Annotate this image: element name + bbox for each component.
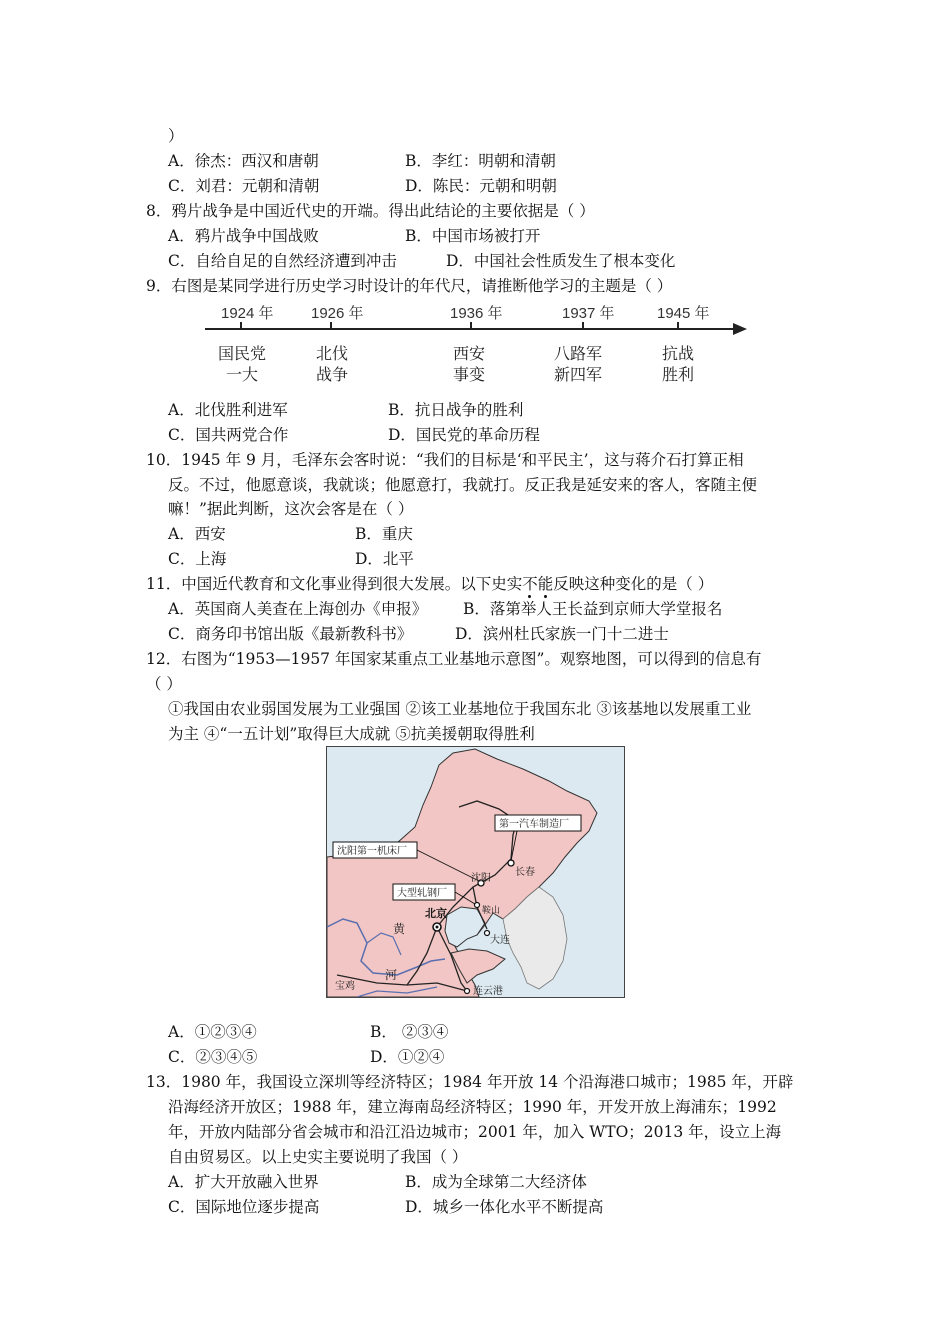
q7-option-d: D．陈民：元朝和明朝: [405, 177, 557, 195]
q13-line-3: 年，开放内陆部分省会城市和沿江沿边城市；2001 年，加入 WTO；2013 年，设立上海: [168, 1123, 782, 1141]
timeline-year-1926: 1926 年: [311, 305, 364, 322]
q13-line-1: 13．1980 年，我国设立深圳等经济特区；1984 年开放 14 个沿海港口城市；1985 年，开辟: [146, 1073, 794, 1091]
q12-line-2: （ ）: [146, 675, 182, 693]
map-label-lianyungang: 连云港: [473, 986, 503, 997]
q10-option-c: C．上海: [168, 550, 227, 568]
q7-option-b: B．李红：明朝和清朝: [405, 152, 556, 170]
timeline-figure: [205, 300, 750, 390]
timeline-event-eighth-route-army: [543, 344, 613, 386]
map-label-anshan: 鞍山: [482, 905, 501, 915]
q11-stem: [146, 573, 713, 595]
map-label-faw: 第一汽车制造厂: [499, 819, 569, 830]
q12-option-c: C．②③④⑤: [168, 1048, 258, 1066]
q12-line-4: 为主 ④“一五计划”取得巨大成就 ⑤抗美援朝取得胜利: [168, 725, 535, 743]
q13-line-2: 沿海经济开放区；1988 年，建立海南岛经济特区；1990 年，开发开放上海浦东；1992: [168, 1098, 777, 1116]
timeline-tick: [677, 322, 679, 330]
q10-line-3: 嘛！”据此判断，这次会客是在（ ）: [168, 500, 414, 518]
event-line: 北伐: [315, 346, 348, 363]
q13-option-d: D．城乡一体化水平不断提高: [405, 1198, 604, 1216]
map-label-beijing: 北京: [425, 908, 447, 920]
event-line: 新四军: [553, 367, 602, 384]
q13-option-b: B．成为全球第二大经济体: [405, 1173, 587, 1191]
q12-line-3: ①我国由农业弱国发展为工业强国 ②该工业基地位于我国东北 ③该基地以发展重工业: [168, 700, 752, 718]
q12-option-a: A．①②③④: [168, 1023, 257, 1041]
q11-option-a: A．英国商人美查在上海创办《申报》: [168, 600, 428, 618]
q10-option-b: B．重庆: [355, 525, 413, 543]
industrial-base-map: [326, 746, 625, 998]
timeline-event-xian-incident: [434, 344, 504, 386]
city-lianyungang-marker: [465, 989, 470, 994]
map-label-he: 河: [385, 968, 398, 982]
timeline-year-1924: 1924 年: [221, 305, 274, 322]
q9-stem: 9．右图是某同学进行历史学习时设计的年代尺，请推断他学习的主题是（ ）: [146, 277, 673, 295]
q9-option-a: A．北伐胜利进军: [168, 401, 288, 419]
map-label-shenyang: 沈阳: [471, 873, 491, 884]
timeline-arrow-icon: [733, 323, 747, 335]
city-anshan-marker: [475, 903, 480, 908]
q13-option-a: A．扩大开放融入世界: [168, 1173, 319, 1191]
city-beijing-dot: [436, 926, 439, 929]
event-line: 抗战: [661, 346, 694, 363]
q10-line-2: 反。不过，他愿意谈，我就谈；他愿意打，我就打。反正我是延安来的客人，客随主便: [168, 476, 758, 494]
q11-stem-pre: 11．中国近代教育和文化事业得到很大发展。以下史实: [146, 575, 523, 593]
map-label-huang: 黄: [393, 922, 406, 936]
q11-emphasis-can: 能: [537, 575, 554, 593]
q9-option-d: D．国民党的革命历程: [388, 426, 540, 444]
timeline-year-1937: 1937 年: [562, 305, 615, 322]
timeline-event-victory: [643, 344, 713, 386]
q8-stem: 8．鸦片战争是中国近代史的开端。得出此结论的主要依据是（ ）: [146, 202, 595, 220]
timeline-year-1936: 1936 年: [450, 305, 503, 322]
event-line: 八路军: [553, 346, 602, 363]
map-label-baoji: 宝鸡: [335, 981, 355, 992]
q8-option-a: A．鸦片战争中国战败: [168, 227, 319, 245]
event-line: 事变: [452, 367, 485, 384]
event-line: 国民党: [217, 346, 266, 363]
q8-option-d: D．中国社会性质发生了根本变化: [446, 252, 676, 270]
q12-option-d: D．①②④: [370, 1048, 445, 1066]
q11-option-d: D．滨州杜氏家族一门十二进士: [455, 625, 669, 643]
timeline-event-northern-expedition: [297, 344, 367, 386]
q8-option-c: C．自给自足的自然经济遭到冲击: [168, 252, 397, 270]
event-line: 战争: [315, 367, 348, 384]
q11-stem-post: 反映这种变化的是（ ）: [553, 575, 714, 593]
q8-option-b: B．中国市场被打开: [405, 227, 541, 245]
q13-option-c: C．国际地位逐步提高: [168, 1198, 320, 1216]
q9-option-c: C．国共两党合作: [168, 426, 289, 444]
map-svg: [327, 747, 624, 997]
q11-option-b: B．落第举人王长益到京师大学堂报名: [463, 600, 723, 618]
timeline-event-kmt-congress: [207, 344, 277, 386]
timeline-tick: [240, 322, 242, 330]
city-dalian-marker: [485, 931, 490, 936]
q13-line-4: 自由贸易区。以上史实主要说明了我国（ ）: [168, 1148, 468, 1166]
timeline-tick: [470, 322, 472, 330]
timeline-tick: [330, 322, 332, 330]
map-label-sy-machine: 沈阳第一机床厂: [337, 846, 407, 857]
q11-emphasis-not: 不: [522, 575, 538, 593]
q12-line-1: 12．右图为“1953—1957 年国家某重点工业基地示意图”。观察地图，可以得到的信息有: [146, 650, 762, 668]
event-line: 西安: [452, 346, 485, 363]
map-label-dalian: 大连: [490, 935, 510, 946]
q7-option-a: A．徐杰：西汉和唐朝: [168, 152, 319, 170]
q10-option-a: A．西安: [168, 525, 226, 543]
event-line: 一大: [225, 367, 258, 384]
q10-option-d: D．北平: [355, 550, 414, 568]
q11-option-c: C．商务印书馆出版《最新教科书》: [168, 625, 413, 643]
q10-line-1: 10．1945 年 9 月，毛泽东会客时说：“我们的目标是‘和平民主’，这与蒋介石打算正相: [146, 451, 744, 469]
q7-option-c: C．刘君：元朝和清朝: [168, 177, 320, 195]
q9-option-b: B．抗日战争的胜利: [388, 401, 524, 419]
map-label-rolling: 大型轧钢厂: [397, 888, 447, 899]
timeline-year-1945: 1945 年: [657, 305, 710, 322]
map-bohai: [445, 907, 485, 947]
timeline-tick: [582, 322, 584, 330]
q7-paren: ）: [168, 127, 184, 145]
event-line: 胜利: [661, 367, 694, 384]
map-label-changchun: 长春: [515, 867, 535, 878]
q12-option-b: B． ②③④: [370, 1023, 449, 1041]
